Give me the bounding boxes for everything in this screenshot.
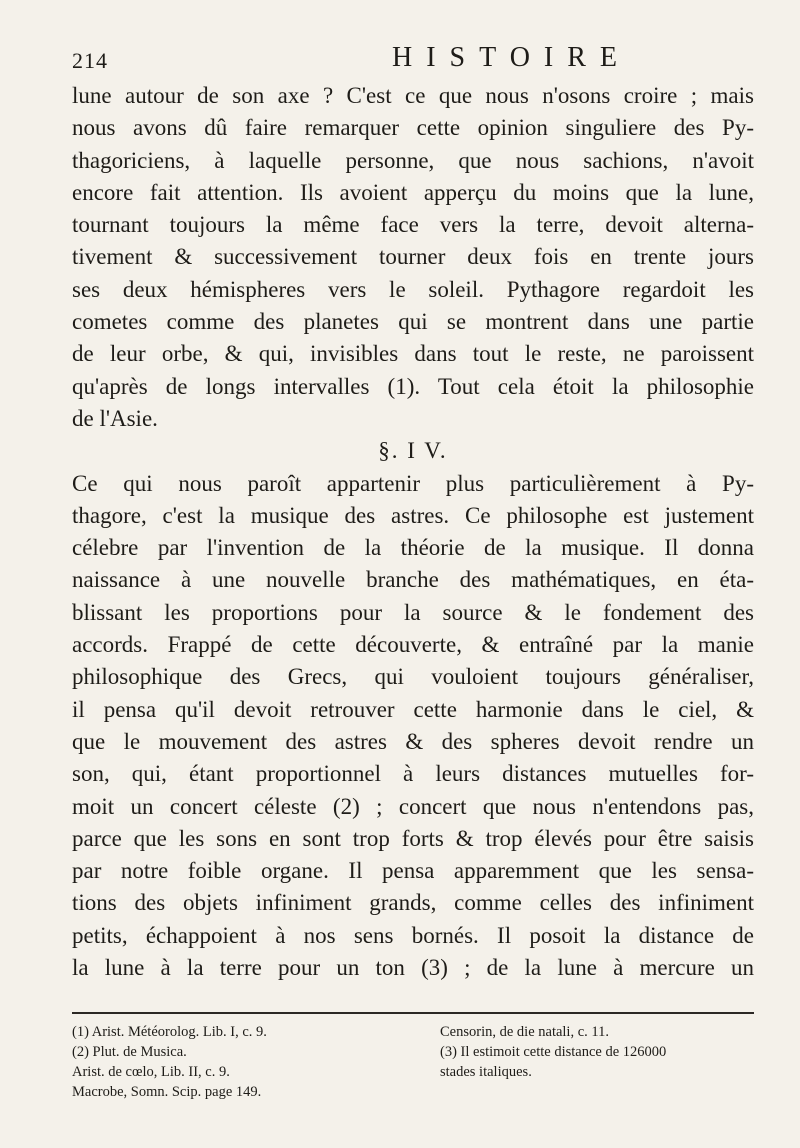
footnote-line: Censorin, de die natali, c. 11.	[440, 1024, 609, 1040]
section-heading: §. I V.	[378, 438, 448, 464]
text-line: de l'Asie.	[72, 405, 158, 431]
text-line: tournant toujours la même face vers la terre, devoit alterna-	[72, 212, 754, 238]
paragraph-2	[72, 468, 754, 985]
text-line: ses deux hémispheres vers le soleil. Pythagore regardoit les	[72, 276, 754, 302]
text-line: nous avons dû faire remarquer cette opinion singuliere des Py-	[72, 115, 754, 141]
footnote-line: (1) Arist. Météorolog. Lib. I, c. 9.	[72, 1024, 267, 1040]
footnotes-right-column	[440, 1022, 754, 1082]
text-line: tivement & successivement tourner deux fois en trente jours	[72, 244, 754, 270]
text-line: naissance à une nouvelle branche des mathématiques, en éta-	[72, 567, 754, 593]
text-line: qu'après de longs intervalles (1). Tout cela étoit la philosophie	[72, 373, 754, 399]
footnote-divider	[72, 1012, 754, 1014]
text-line: encore fait attention. Ils avoient apperçu du moins que la lune,	[72, 179, 754, 205]
text-line: moit un concert céleste (2) ; concert que nous n'entendons pas,	[72, 793, 754, 819]
text-line: cometes comme des planetes qui se montrent dans une partie	[72, 309, 754, 335]
text-line: thagore, c'est la musique des astres. Ce philosophe est justement	[72, 502, 754, 528]
page-number: 214	[72, 48, 108, 73]
footnote-line: Arist. de cœlo, Lib. II, c. 9.	[72, 1064, 230, 1080]
text-line: de leur orbe, & qui, invisibles dans tout le reste, ne paroissent	[72, 341, 754, 367]
text-line: que le mouvement des astres & des spheres devoit rendre un	[72, 728, 754, 754]
text-line: lune autour de son axe ? C'est ce que nous n'osons croire ; mais	[72, 83, 754, 108]
text-line: Ce qui nous paroît appartenir plus particulièrement à Py-	[72, 470, 754, 496]
text-line: blissant les proportions pour la source & le fondement des	[72, 599, 754, 625]
text-line: son, qui, étant proportionnel à leurs distances mutuelles for-	[72, 761, 754, 787]
text-line: tions des objets infiniment grands, comme celles des infiniment	[72, 890, 754, 916]
text-line: il pensa qu'il devoit retrouver cette harmonie dans le ciel, &	[72, 696, 754, 722]
footnote-line: stades italiques.	[440, 1064, 532, 1080]
text-line: par notre foible organe. Il pensa apparemment que les sensa-	[72, 858, 754, 884]
text-line: thagoriciens, à laquelle personne, que nous sachions, n'avoit	[72, 147, 754, 173]
text-line: la lune à la terre pour un ton (3) ; de la lune à mercure un	[72, 955, 754, 981]
text-line: parce que les sons en sont trop forts & trop élevés pour être saisis	[72, 825, 754, 851]
text-line: accords. Frappé de cette découverte, & entraîné par la manie	[72, 632, 754, 658]
running-title: HISTOIRE	[392, 42, 632, 73]
text-line: célebre par l'invention de la théorie de la musique. Il donna	[72, 535, 754, 561]
footnote-line: Macrobe, Somn. Scip. page 149.	[72, 1084, 262, 1100]
text-line: philosophique des Grecs, qui vouloient toujours généraliser,	[72, 664, 754, 690]
paragraph-1	[72, 80, 754, 435]
page-header	[72, 38, 752, 78]
body-text	[72, 80, 754, 984]
footnotes-left-column	[72, 1022, 432, 1102]
footnote-line: (3) Il estimoit cette distance de 126000	[440, 1044, 667, 1060]
text-line: petits, échappoient à nos sens bornés. Il posoit la distance de	[72, 922, 754, 948]
footnote-line: (2) Plut. de Musica.	[72, 1044, 187, 1060]
